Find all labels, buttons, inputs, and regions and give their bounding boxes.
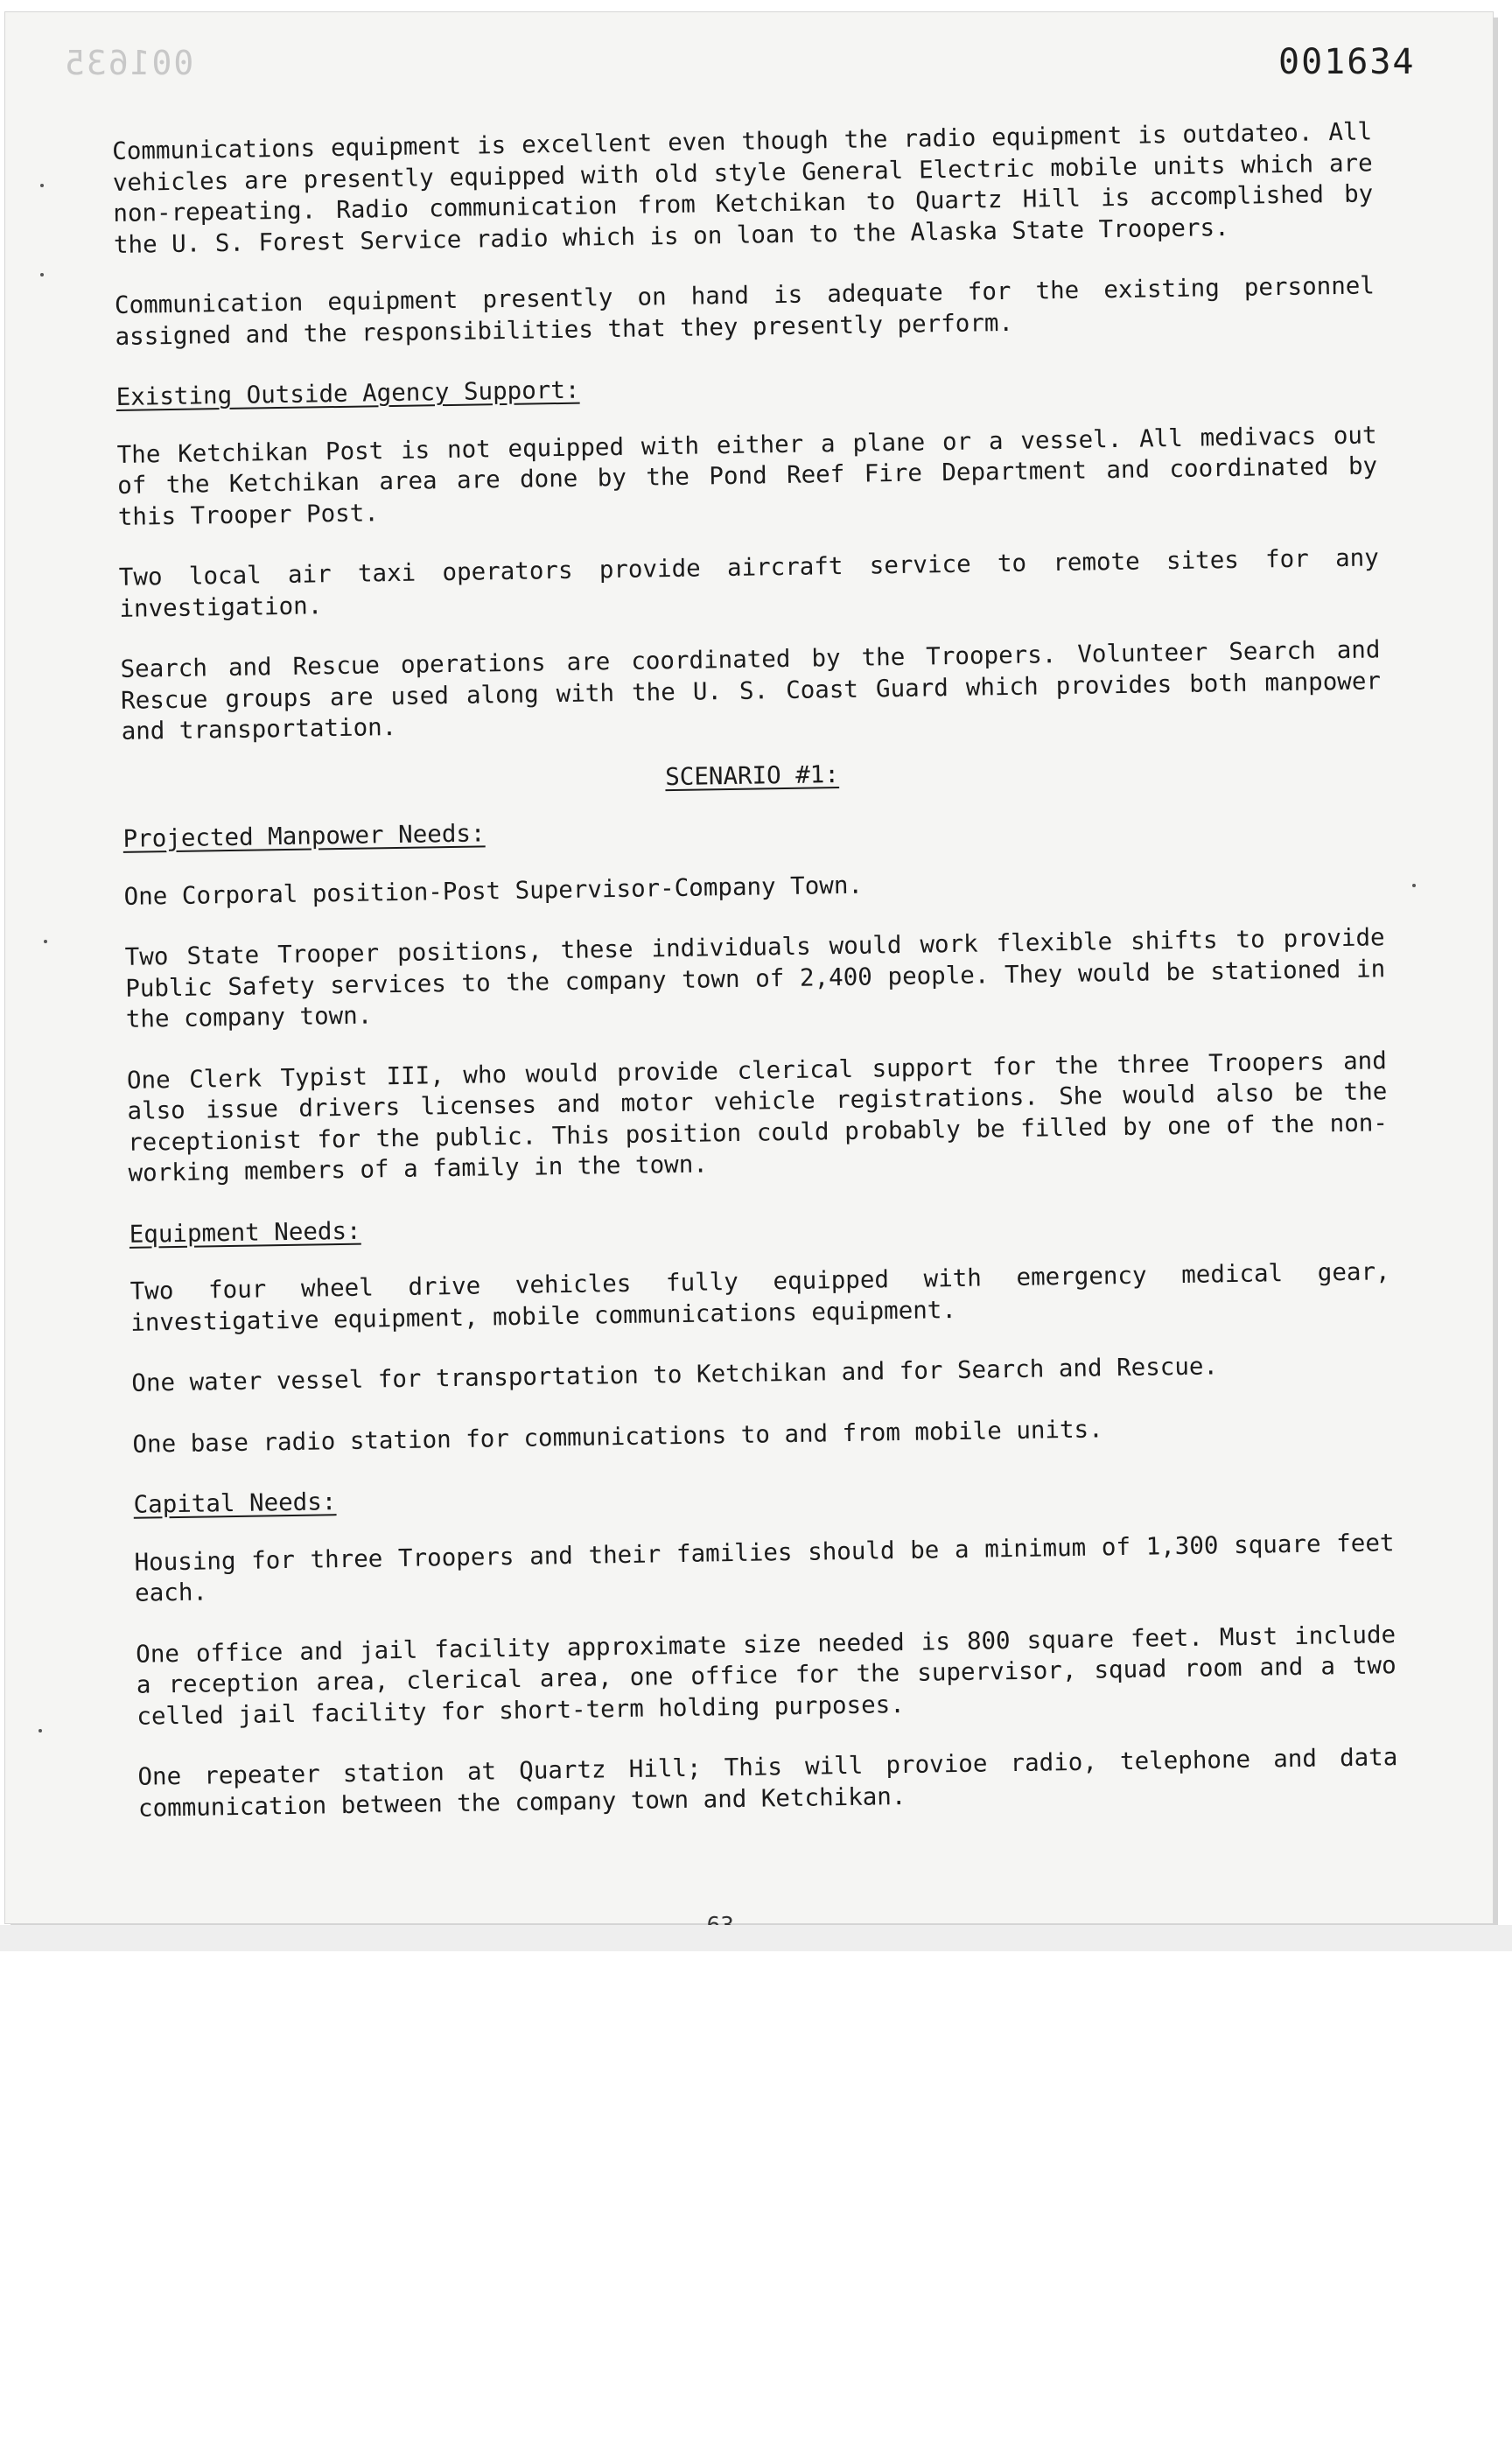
paragraph-clerk-typist: One Clerk Typist III, who would provide clerical support for the three Troopers and also issue drivers licenses and motor vehicle registrations. She would also be the receptionist for the public. This position could probably be filled by one of the non-working members of a family in the town. xyxy=(126,1046,1389,1187)
scan-speck xyxy=(38,1729,42,1732)
paragraph-search-and-rescue: Search and Rescue operations are coordinated by the Troopers. Volunteer Search and Rescue groups are used along with the U. S. Coast Guard which provides both manpower and transportation. xyxy=(120,635,1382,746)
heading-scenario-1: SCENARIO #1: xyxy=(664,760,840,791)
scan-speck xyxy=(40,184,44,187)
paragraph-state-trooper-positions: Two State Trooper positions, these individuals would work flexible shifts to provide Public Safety services to the company town of 2,400 people. They would be stationed in the company town. xyxy=(124,923,1386,1033)
heading-equipment-needs: Equipment Needs: xyxy=(129,1216,361,1249)
scan-speck xyxy=(1412,884,1416,887)
heading-capital-needs: Capital Needs: xyxy=(133,1488,337,1519)
paragraph-vehicles: Two four wheel drive vehicles fully equipped with emergency medical gear, investigative equipment, mobile communications equipment. xyxy=(130,1257,1390,1337)
paragraph-water-vessel: One water vessel for transportation to Ketchikan and for Search and Rescue. xyxy=(131,1352,1219,1397)
paragraph-ketchikan-post: The Ketchikan Post is not equipped with either a plane or a vessel. All medivacs out of the Ketchikan area are done by the Pond Reef Fire Department and coordinated by this Trooper Post. xyxy=(116,420,1378,531)
paragraph-air-taxi: Two local air taxi operators provide aircraft service to remote sites for any investigation. xyxy=(118,543,1379,623)
paragraph-communications-equipment: Communications equipment is excellent even though the radio equipment is outdateo. All vehicles are presently equipped with old style General Electric mobile units which are non-repeating. Radio communication from Ketchikan to Quartz Hill is accomplished by the U. S. Forest Service radio which is on loan to the Alaska State Troopers. xyxy=(112,117,1374,259)
paragraph-base-radio-station: One base radio station for communications to and from mobile units. xyxy=(132,1414,1103,1459)
paragraph-repeater-station: One repeater station at Quartz Hill; This will provioe radio, telephone and data communication between the company town and Ketchikan. xyxy=(137,1743,1398,1823)
scan-speck xyxy=(40,273,44,276)
document-page xyxy=(5,12,1493,1923)
bleed-through-page-id: 001635 xyxy=(63,44,194,82)
paragraph-corporal-position: One Corporal position-Post Supervisor-Company Town. xyxy=(123,871,864,911)
document-body xyxy=(112,116,1398,1824)
document-page-id: 001634 xyxy=(1278,42,1416,82)
paragraph-office-and-jail: One office and jail facility approximate size needed is 800 square feet. Must include a reception area, clerical area, one office for the supervisor, squad room and a two celled jail facility for short-term holding purposes. xyxy=(135,1620,1396,1731)
heading-projected-manpower-needs: Projected Manpower Needs: xyxy=(122,819,486,853)
paragraph-housing: Housing for three Troopers and their families should be a minimum of 1,300 square feet each. xyxy=(134,1528,1395,1607)
paragraph-communication-adequacy: Communication equipment presently on hand is adequate for the existing personnel assigned and the responsibilities that they presently perform. xyxy=(114,271,1376,351)
scan-border-strip xyxy=(0,1925,1512,1951)
heading-existing-outside-agency-support: Existing Outside Agency Support: xyxy=(116,375,580,411)
scan-speck xyxy=(44,940,47,943)
